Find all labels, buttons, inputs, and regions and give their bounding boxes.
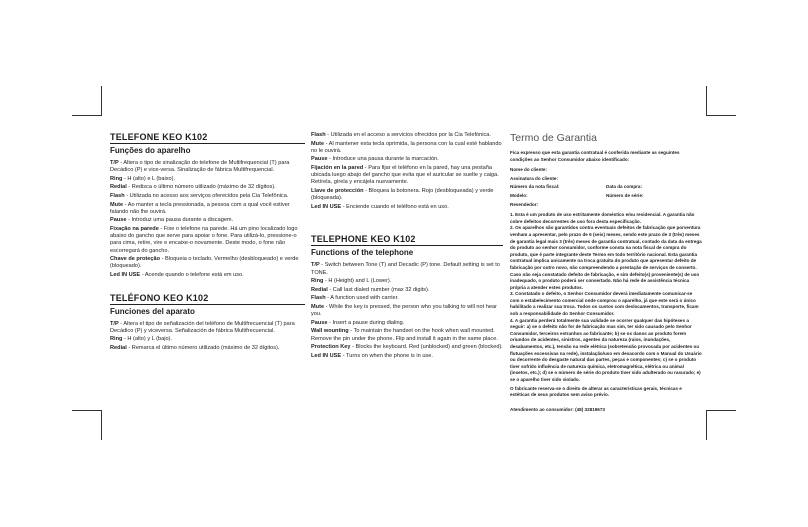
- field-modelo-serie: Modelo: Número de série:: [510, 192, 644, 198]
- entry-es-pause: Pause - Introduce una pausa durante la marcación.: [311, 156, 439, 163]
- entry-en-tp: T/P - Switch between Tone (T) and Decadic (P) tone. Default setting is set to TONE.: [311, 262, 500, 276]
- entry-en-ring: Ring - H (Height) and L (Lower).: [311, 278, 392, 285]
- section-rule: [311, 245, 503, 246]
- section-rule: [110, 304, 305, 305]
- section-title-pt: TELEFONE KEO K102: [110, 132, 208, 142]
- warranty-clause-1: 1. Esta é um produto de uso estritamente doméstico e/ou residencial. A garantia não cobre defeitos decorrentes de uso fora desta especificação.: [510, 212, 695, 224]
- entry-es-wall: Fijación en la pared - Para fijar el teléfono en la pared, hay una pestaña ubicada luego abajo del gancho que evita que el auricular se suelte y caiga. Retírela, gírela y encájela nuevamente.: [311, 164, 499, 186]
- entry-en-mute: Mute - While the key is pressed, the person who you talking to will not hear you.: [311, 303, 497, 318]
- crop-mark-bl-h: [72, 410, 102, 411]
- entry-pt-tp: T/P - Altera o tipo de sinalização do telefone de Multifrequencial (T) para Decádico (P) e vice-versa. Sinalização de fábrica Multifrequencial.: [110, 160, 290, 174]
- crop-mark-tr-h: [706, 115, 736, 116]
- field-revendedor: Revendedor:: [510, 201, 539, 207]
- entry-pt-redial: Redial - Rediscа o último número utilizado (máximo de 32 dígitos).: [110, 184, 276, 191]
- section-rule: [110, 143, 305, 144]
- entry-en-pause: Pause - Insert a pause during dialing.: [311, 319, 405, 326]
- column-portuguese-spanish: [110, 132, 305, 354]
- entry-es-led: Led IN USE - Enciende cuando el teléfono está en uso.: [311, 203, 449, 210]
- entry-es-tp: T/P - Altera el tipo de señalización del teléfono de Multifrecuencial (T) para Decádico (P) y viceversa. Señalización de fábrica Multifrecuencial.: [110, 320, 295, 334]
- entry-pt-protection: Chave de proteção - Bloqueia o teclado. Vermelho (desbloqueado) e verde (bloqueado).: [110, 256, 299, 270]
- section-title-es: TELÉFONO KEO K102: [110, 292, 209, 303]
- entry-en-protection: Protection Key - Blocks the keyboard. Red (unblocked) and green (blocked).: [311, 344, 503, 351]
- entry-pt-pause: Pause - Introduz uma pausa durante a discagem.: [110, 217, 234, 224]
- crop-mark-tr-v: [706, 86, 707, 116]
- crop-mark-tl-h: [72, 115, 102, 116]
- entry-pt-mute: Mute - Ao manter a tecla pressionada, a pessoa com a qual você estiver falando não lhe ouvirá.: [110, 201, 290, 215]
- crop-mark-br-v: [706, 410, 707, 440]
- section-subtitle-es: Funciones del aparato: [110, 306, 195, 316]
- section-subtitle-en: Functions of the telephone: [311, 248, 414, 258]
- entry-en-redial: Redial - Call last dialed number (max 32 digits).: [311, 286, 430, 293]
- field-nome: Nome do cliente:: [510, 167, 548, 173]
- crop-mark-br-h: [706, 410, 736, 411]
- entry-es-mute: Mute - Al mantener esta tecla oprimida, la persona con la cual esté hablando no le ouvirá.: [311, 140, 502, 154]
- entry-pt-led: Led IN USE - Acende quando o telefone está em uso.: [110, 271, 244, 278]
- crop-mark-bl-v: [101, 410, 102, 440]
- warranty-clause-2: 2. Os aparelhos são garantidos contra eventuais defeitos de fabricação que porventura venham a apresentar, pelo prazo de 6 (seis) meses, sendo este prazo de 3 (três) meses de garantia legal mais 3 (três) meses de garantia contratual, contado da data da entrega do produto ao senhor consumidor, conforme consta na nota fiscal de compra do produto, que é parte integrante deste Termo em todo território nacional. Esta garantia contratual implica unicamente na troca gratuita do produto que apresentar defeito de fabricação por outro novo, não compreendendo a prestação de serviços de conserto. Caso não seja constatado defeito de fabricação, e sim defeito(s) proveniente(s) de uso inadequado, o produto poderá ser consertado. Não há rede de assistência técnica própria a atender estes produtos.: [510, 225, 702, 290]
- entry-en-flash: Flash - A function used with carrier.: [311, 295, 399, 302]
- entry-es-ring: Ring - H (alto) y L (bajo).: [110, 336, 172, 343]
- entry-es-flash: Flash - Utilizada en el acceso a servicios ofrecidos por la Cia Telefónica.: [311, 132, 491, 138]
- warranty-clause-5: O fabricante reserva-se o direito de alterar as características gerais, técnicas e estéticas de seus produtos sem aviso prévio.: [510, 385, 682, 398]
- section-subtitle-pt: Funções do aparelho: [110, 146, 191, 155]
- field-nota-data: Número da nota fiscal: Data da compra:: [510, 184, 642, 190]
- entry-es-redial: Redial - Remarca el último número utilizado (máximo de 32 dígitos).: [110, 344, 280, 351]
- warranty-service: Atendimento ao consumidor: (48) 32819673: [510, 406, 605, 412]
- warranty-clause-4: 4. A garantia perderá totalmente sua validade se ocorrer qualquer das hipóteses a seguir: a) se o defeito não for de fabricação mas sim, ter sido causado pelo Senhor Consumidor, terceiros estranhos ao fabricante; b) se os danos ao produto forem oriundos de acidentes, sinistros, agentes da natureza (raios, inundações, desabamentos, etc.), tensão na rede elétrica (sobretensão provocada por acidentes ou flutuações excessivas na rede), instalação/uso em desacordo com o Manual do Usuário ou decorrente do desgaste natural das partes, peças e componentes; c) se o produto tiver sofrido influência de natureza química, eletromagnética, elétrica ou animal (insetos, etc.); d) se o número de série do produto tiver sido adulterado ou rasurado; e) se o aparelho tiver sido violado.: [510, 317, 702, 382]
- warranty-title: Termo de Garantia: [510, 132, 597, 144]
- entry-en-led: Led IN USE - Turns on when the phone is in use.: [311, 352, 433, 359]
- entry-en-wall: Wall wounting - To maintain the handset on the hook when wall mounted. Remove the pin under the phone. Flip and install it again in the same place.: [311, 328, 498, 342]
- warranty-clause-3: 3. Constatado o defeito, o Senhor Consumidor deverá imediatamente comunicar-se com o estabelecimento comercial onde comprou o aparelho, já que este será o único habilitado a realizar sua troca. Todos os custos com deslocamentos, transporte, ficam sob a responsabilidade do Senhor Consumidor.: [510, 291, 699, 317]
- crop-mark-tl-v: [101, 86, 102, 116]
- entry-pt-ring: Ring - H (alto) e L (baixo).: [110, 175, 176, 182]
- entry-es-protection: Llave de protección - Bloquea la botonera. Rojo (desbloqueada) y verde (bloqueada).: [311, 187, 494, 202]
- entry-pt-wall: Fixação na parede - Fixe o telefone na parede. Há um pino localizado logo abaixo do gancho que serve para apoiar o fone. Para utilizá-lo, pressione-o para cima, retire, vire e encaixe-o novamente. Deste modo, o fone não escorregará do gancho.: [110, 225, 298, 254]
- column-spanish-english: [311, 132, 503, 361]
- warranty-intro: Fica expresso que esta garantia contratual é conferida mediante as seguintes condições ao Senhor Consumidor abaixo identificado:: [510, 150, 680, 162]
- section-title-en: TELEPHONE KEO K102: [311, 234, 416, 245]
- field-assinatura: Assinatura do cliente:: [510, 175, 558, 181]
- entry-pt-flash: Flash - Utilizada no acesso aos serviços oferecidos pela Cia Telefônica.: [110, 192, 289, 199]
- column-warranty: [510, 132, 702, 413]
